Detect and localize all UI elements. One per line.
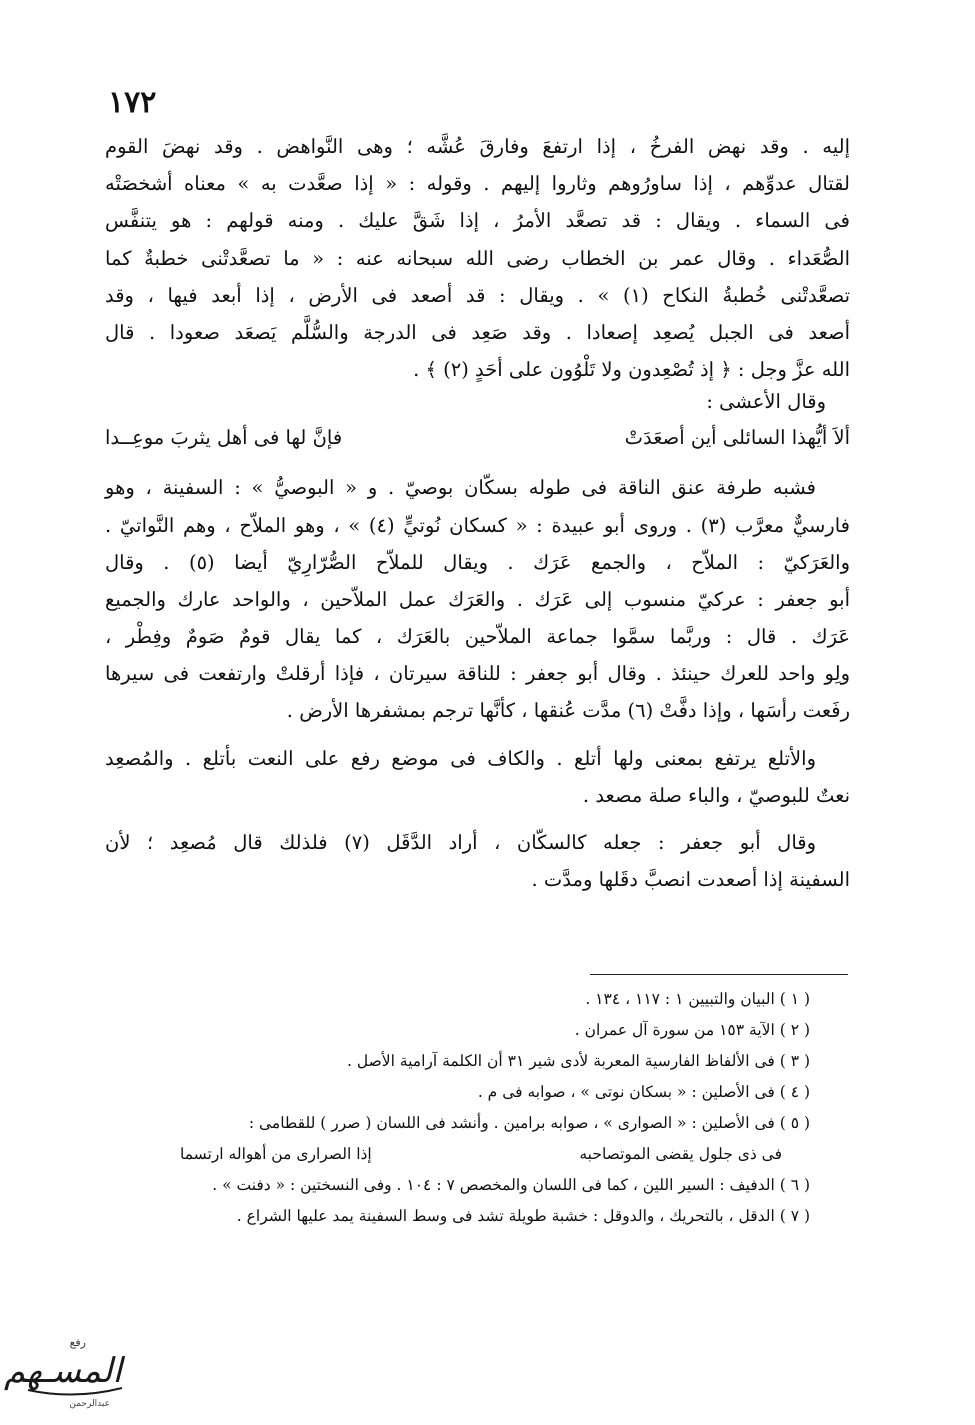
footnote-2: ( ٢ ) الآية ١٥٣ من سورة آل عمران .: [574, 1021, 810, 1039]
text-line: الصُّعَداء . وقال عمر بن الخطاب رضى الله سبحانه عنه : « ما تصعَّدتْنى خطبةٌ كما: [105, 246, 850, 270]
text-line: الله عزَّ وجل : ﴿ إذ تُصْعِدون ولا تَلْوُون على أحَدٍ (٢) ﴾ .: [413, 358, 850, 382]
poem-verse: [105, 416, 850, 459]
footnote-7: ( ٧ ) الدقل ، بالتحريك ، والدوقل : خشبة طويلة تشد فى وسط السفينة يمد عليها الشراع .: [236, 1207, 810, 1225]
verse-hemistich-second: فإنَّ لها فى أهل يثربَ موعِــدا: [105, 426, 343, 450]
text-line: وقال أبو جعفر : جعله كالسكّان ، أراد الدَّقَل (٧) فلذلك قال مُصعِد ؛ لأن: [105, 831, 816, 854]
footnote-verse-first: فى ذى جلول يقضى الموتصاحبه: [579, 1145, 782, 1163]
text-line: أصعد فى الجبل يُصعِد إصعادا . وقد صَعِد فى الدرجة والسُّلَّم يَصعَد صعودا . قال: [105, 320, 850, 344]
text-line: تصعَّدتْنى خُطبةُ النكاح (١) » . ويقال : قد أصعد فى الأرض ، إذا أبعد فيها ، وقد: [105, 283, 850, 307]
footnote-6: ( ٦ ) الدفيف : السير اللين ، كما فى اللسان والمخصص ٧ : ١٠٤ . وفى النسختين : « دفنت » .: [212, 1176, 810, 1194]
footnotes: [170, 984, 810, 1232]
text-line: لقتال عدوِّهم ، إذا ساورُوهم وثاروا إليهم . وقوله : « إذا صعَّدت به » معناه أشخصَتْه: [105, 172, 850, 196]
text-line: نعتٌ للبوصيّ ، والباء صلة مصعد .: [582, 783, 850, 807]
text-line: ولِو واحد للعرك حينئذ . وقال أبو جعفر : للناقة سيرتان ، فإذا أرقلتْ وارتفعت فى سيرها: [105, 662, 850, 686]
text-line: إليه . وقد نهض الفرخُ ، إذا ارتفعَ وفارقَ عُشَّه ؛ وهى النَّواهض . وقد نهضَ القوم: [105, 135, 850, 158]
footnote-separator: [590, 974, 848, 975]
footnote-5: ( ٥ ) فى الأصلين : « الصوارى » ، صوابه برامين . وأنشد فى اللسان ( صرر ) للقطامى :: [248, 1114, 810, 1132]
text-line: فشبه طرفة عنق الناقة فى طوله بسكّان بوصيّ . و « البوصيُّ » : السفينة ، وهو: [105, 476, 816, 500]
text-line: رفَعت رأسَها ، وإذا دفَّتْ (٦) مدَّت عُنقها ، كأنَّها ترجم بمشفرها الأرض .: [286, 699, 850, 723]
footnote-5-verse: [170, 1139, 810, 1170]
main-text: [105, 128, 850, 898]
footnote-3: ( ٣ ) فى الألفاظ الفارسية المعربة لأدى شير ٣١ أن الكلمة آرامية الأصل .: [346, 1052, 810, 1070]
footnote-4: ( ٤ ) فى الأصلين : « بسكان نوتى » ، صوابه فى م .: [477, 1083, 810, 1101]
verse-intro: وقال الأعشى :: [706, 390, 826, 414]
page-number: ١٧٢: [108, 85, 157, 120]
library-stamp-logo: [3, 1332, 130, 1412]
footnote-verse-second: إذا الصرارى من أهواله ارتسما: [180, 1145, 372, 1163]
text-line: والعَرَكيّ : الملاّح ، والجمع عَرَك . ويقال للملاّح الصُّرّارِيّ أيضا (٥) . وقال: [105, 550, 850, 574]
paragraph-1: [105, 128, 850, 388]
text-line: والأتلع يرتفع بمعنى ولها أتلع . والكاف فى موضع رفع على النعت بأتلع . والمُصعِد: [105, 746, 816, 770]
svg-text:رفع: رفع: [69, 1336, 86, 1349]
svg-text:المسـهم: المسـهم: [3, 1351, 122, 1391]
text-line: فى السماء . ويقال : قد تصعَّد الأمرُ ، إذا شَقَّ عليك . ومنه قولهم : هو يتنفَّس: [105, 209, 850, 233]
paragraph-2: [105, 469, 850, 729]
verse-hemistich-first: ألاَ أيُّهذا السائلى أين أصعَدَتْ: [624, 426, 850, 450]
svg-text:عبدالرحمن: عبدالرحمن: [69, 1399, 110, 1409]
text-line: فارسيٌّ معرَّب (٣) . وروى أبو عبيدة : « كسكان نُوتيٍّ (٤) » ، وهو الملاّح ، وهم النَّواتيّ .: [105, 513, 850, 537]
text-line: أبو جعفر : عركيّ منسوب إلى عَرَك . والعَرَك عمل الملاّحين ، والواحد عارك والجميع: [105, 587, 850, 611]
paragraph-3: [105, 740, 850, 814]
text-line: السفينة إذا أصعدت انصبَّ دقَلها ومدَّت .: [531, 868, 850, 892]
footnote-1: ( ١ ) البيان والتبيين ١ : ١١٧ ، ١٣٤ .: [585, 990, 810, 1008]
paragraph-4: [105, 824, 850, 898]
text-line: عَرَك . قال : وربَّما سمَّوا جماعة الملاّحين بالعَرَك ، كما يقال قومٌ صَومٌ وفِطْر ،: [105, 625, 850, 649]
